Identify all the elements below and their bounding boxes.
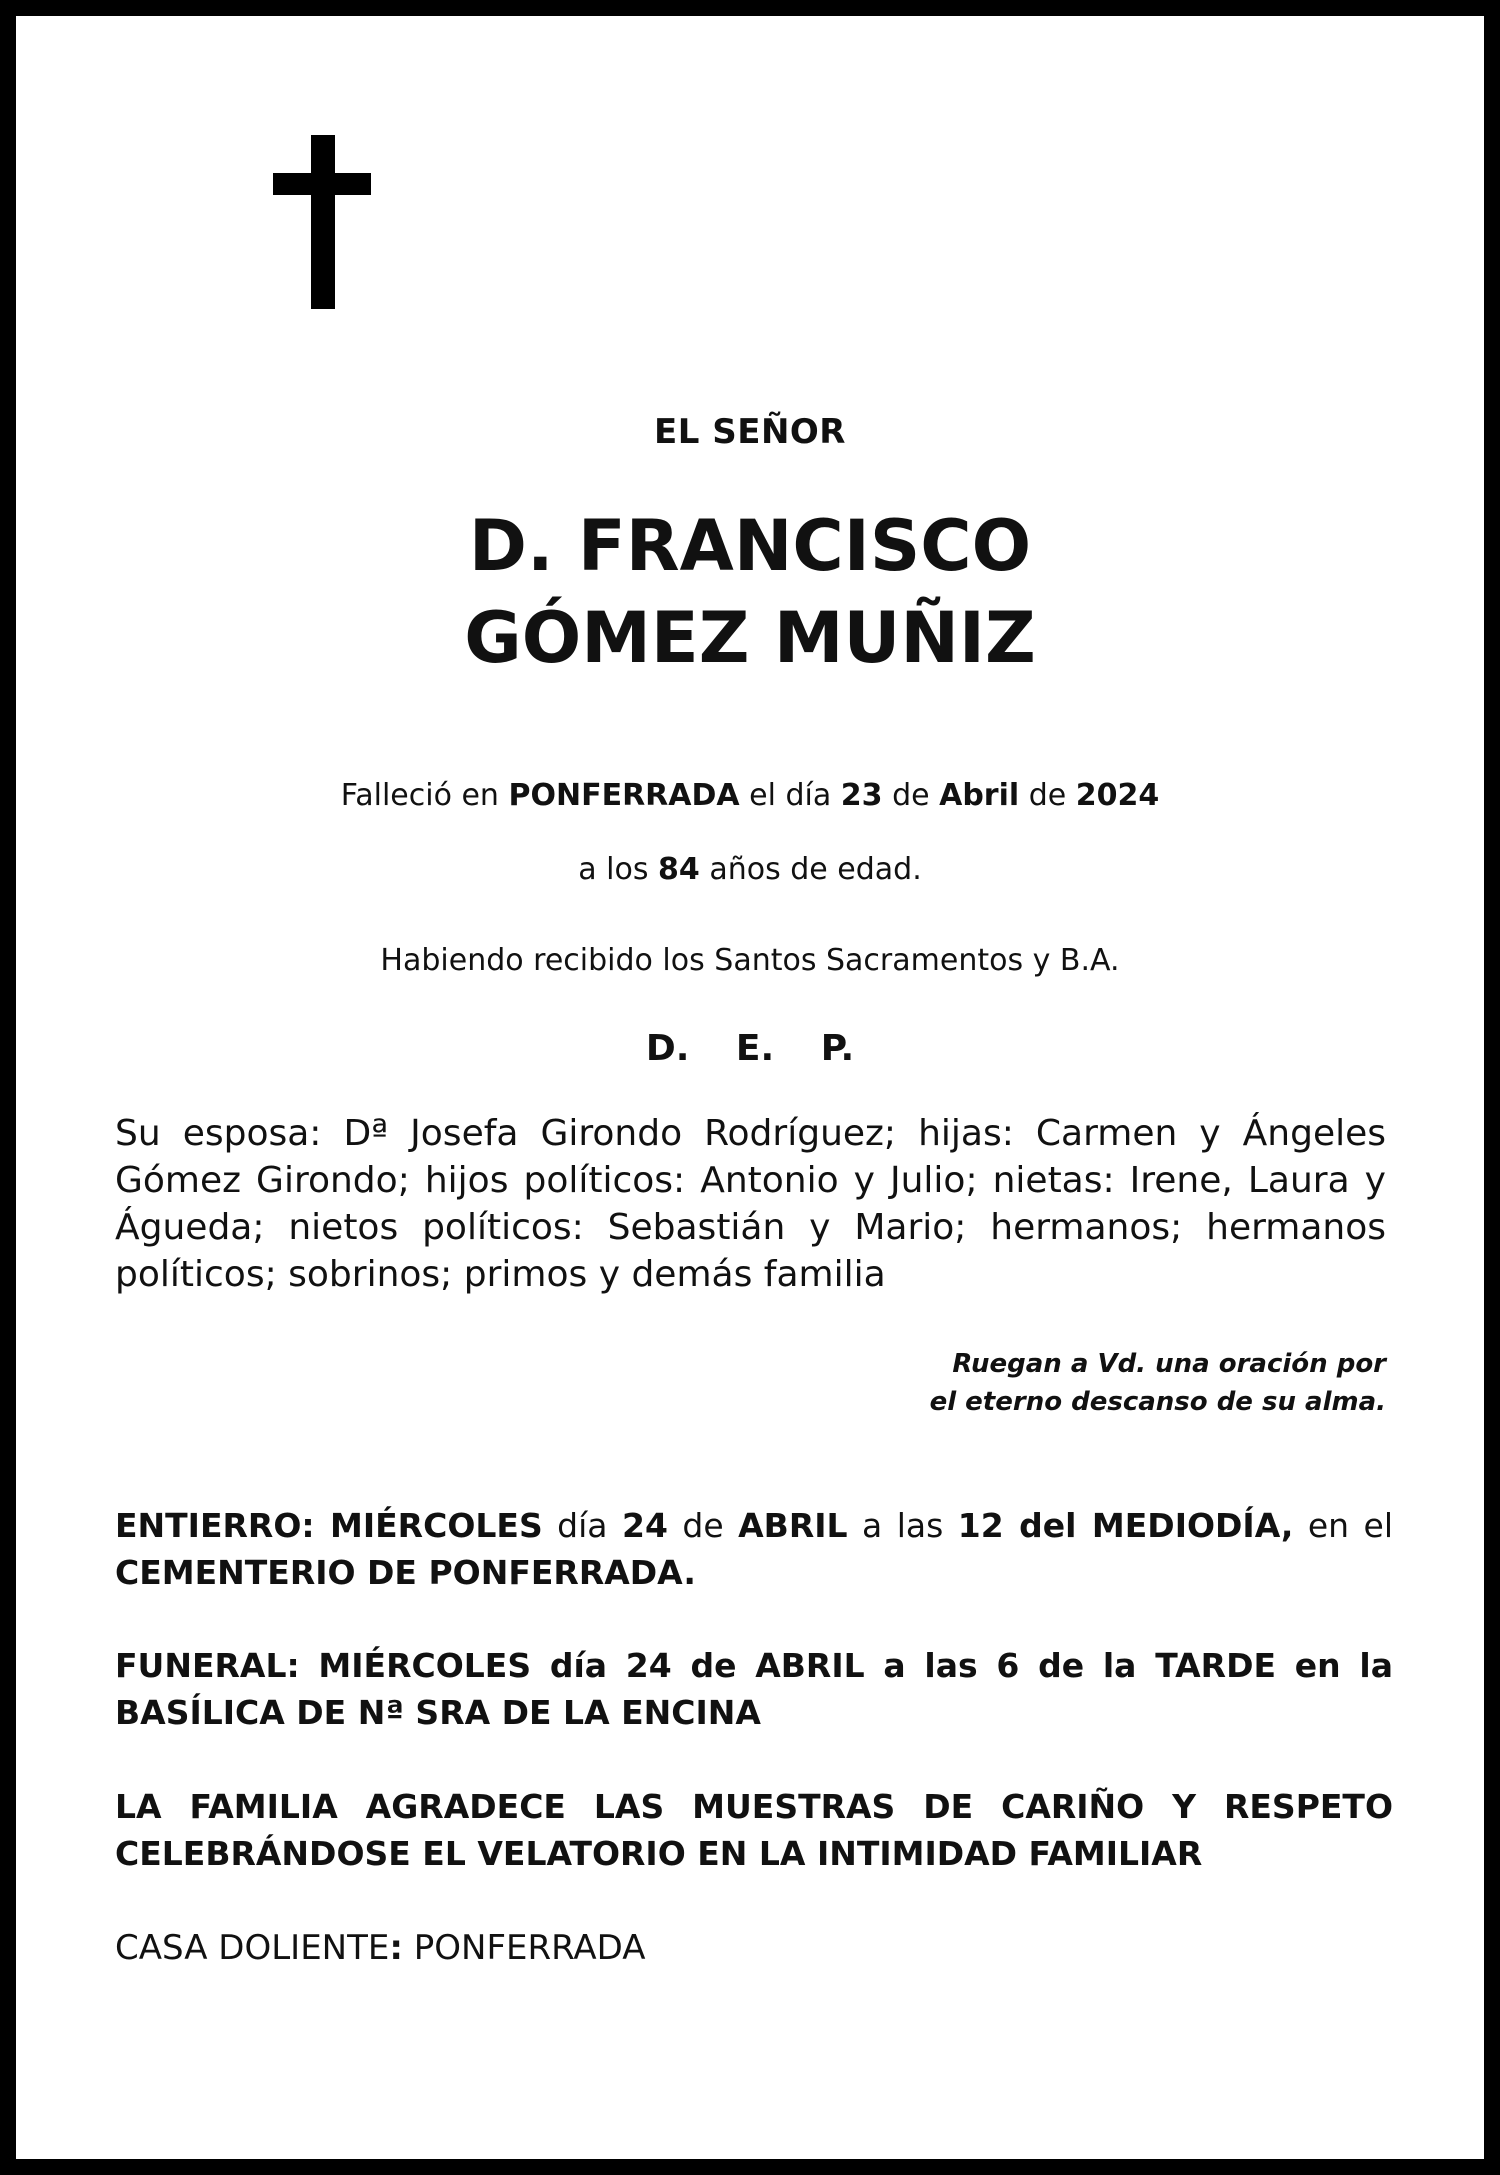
death-details [0, 778, 1500, 813]
death-month: Abril [939, 778, 1020, 813]
age-text: a los [578, 852, 659, 887]
age-line [0, 852, 1500, 887]
age-text: años de edad. [709, 852, 922, 887]
house-label: CASA DOLIENTE [115, 1928, 390, 1968]
burial-place: CEMENTERIO DE PONFERRADA. [115, 1553, 696, 1592]
funeral-info: FUNERAL: MIÉRCOLES día 24 de ABRIL a las 6 de la TARDE en la BASÍLICA DE Nª SRA DE LA ENCINA [115, 1646, 1393, 1732]
burial-text: en el [1293, 1506, 1394, 1545]
death-text: el día [739, 778, 841, 813]
notice-heading: EL SEÑOR [654, 412, 846, 452]
death-day: 23 [840, 778, 883, 813]
burial-text: de [667, 1506, 739, 1545]
family-thanks: LA FAMILIA AGRADECE LAS MUESTRAS DE CARIÑO Y RESPETO CELEBRÁNDOSE EL VELATORIO EN LA INTIMIDAD FAMILIAR [115, 1787, 1393, 1873]
deceased-name [0, 500, 1500, 684]
burial-info [115, 1502, 1393, 1596]
prayer-request [115, 1345, 1386, 1421]
burial-text: día [542, 1506, 622, 1545]
burial-time: 12 del MEDIODÍA, [957, 1506, 1294, 1545]
cross-icon [273, 135, 371, 309]
prayer-line1: Ruegan a Vd. una oración por [952, 1349, 1386, 1379]
deceased-name-line1: D. FRANCISCO [468, 505, 1032, 587]
burial-label: ENTIERRO: MIÉRCOLES [115, 1506, 543, 1545]
death-text: Falleció en [340, 778, 509, 813]
family-list: Su esposa: Dª Josefa Girondo Rodríguez; hijas: Carmen y Ángeles Gómez Girondo; hijos políticos: Antonio y Julio; nietas: Irene, Laura y Águeda; nietos políticos: Sebastián y Mario; hermanos; hermanos políticos; sobrinos; primos y demás familia [115, 1113, 1386, 1295]
death-year: 2024 [1075, 778, 1160, 813]
death-text: de [882, 778, 940, 813]
burial-text: a las [847, 1506, 958, 1545]
age-years: 84 [658, 852, 700, 887]
house-of-mourning [115, 1925, 1386, 1972]
house-colon: : [389, 1928, 403, 1968]
dep-line: D. E. P. [645, 1028, 855, 1069]
sacraments-line: Habiendo recibido los Santos Sacramentos y B.A. [380, 943, 1120, 978]
prayer-line2: el eterno descanso de su alma. [929, 1387, 1386, 1417]
death-place: PONFERRADA [508, 778, 740, 813]
house-place: PONFERRADA [402, 1928, 646, 1968]
burial-day: 24 [622, 1506, 668, 1545]
death-text: de [1019, 778, 1076, 813]
burial-month: ABRIL [738, 1506, 848, 1545]
deceased-name-line2: GÓMEZ MUÑIZ [464, 597, 1036, 679]
